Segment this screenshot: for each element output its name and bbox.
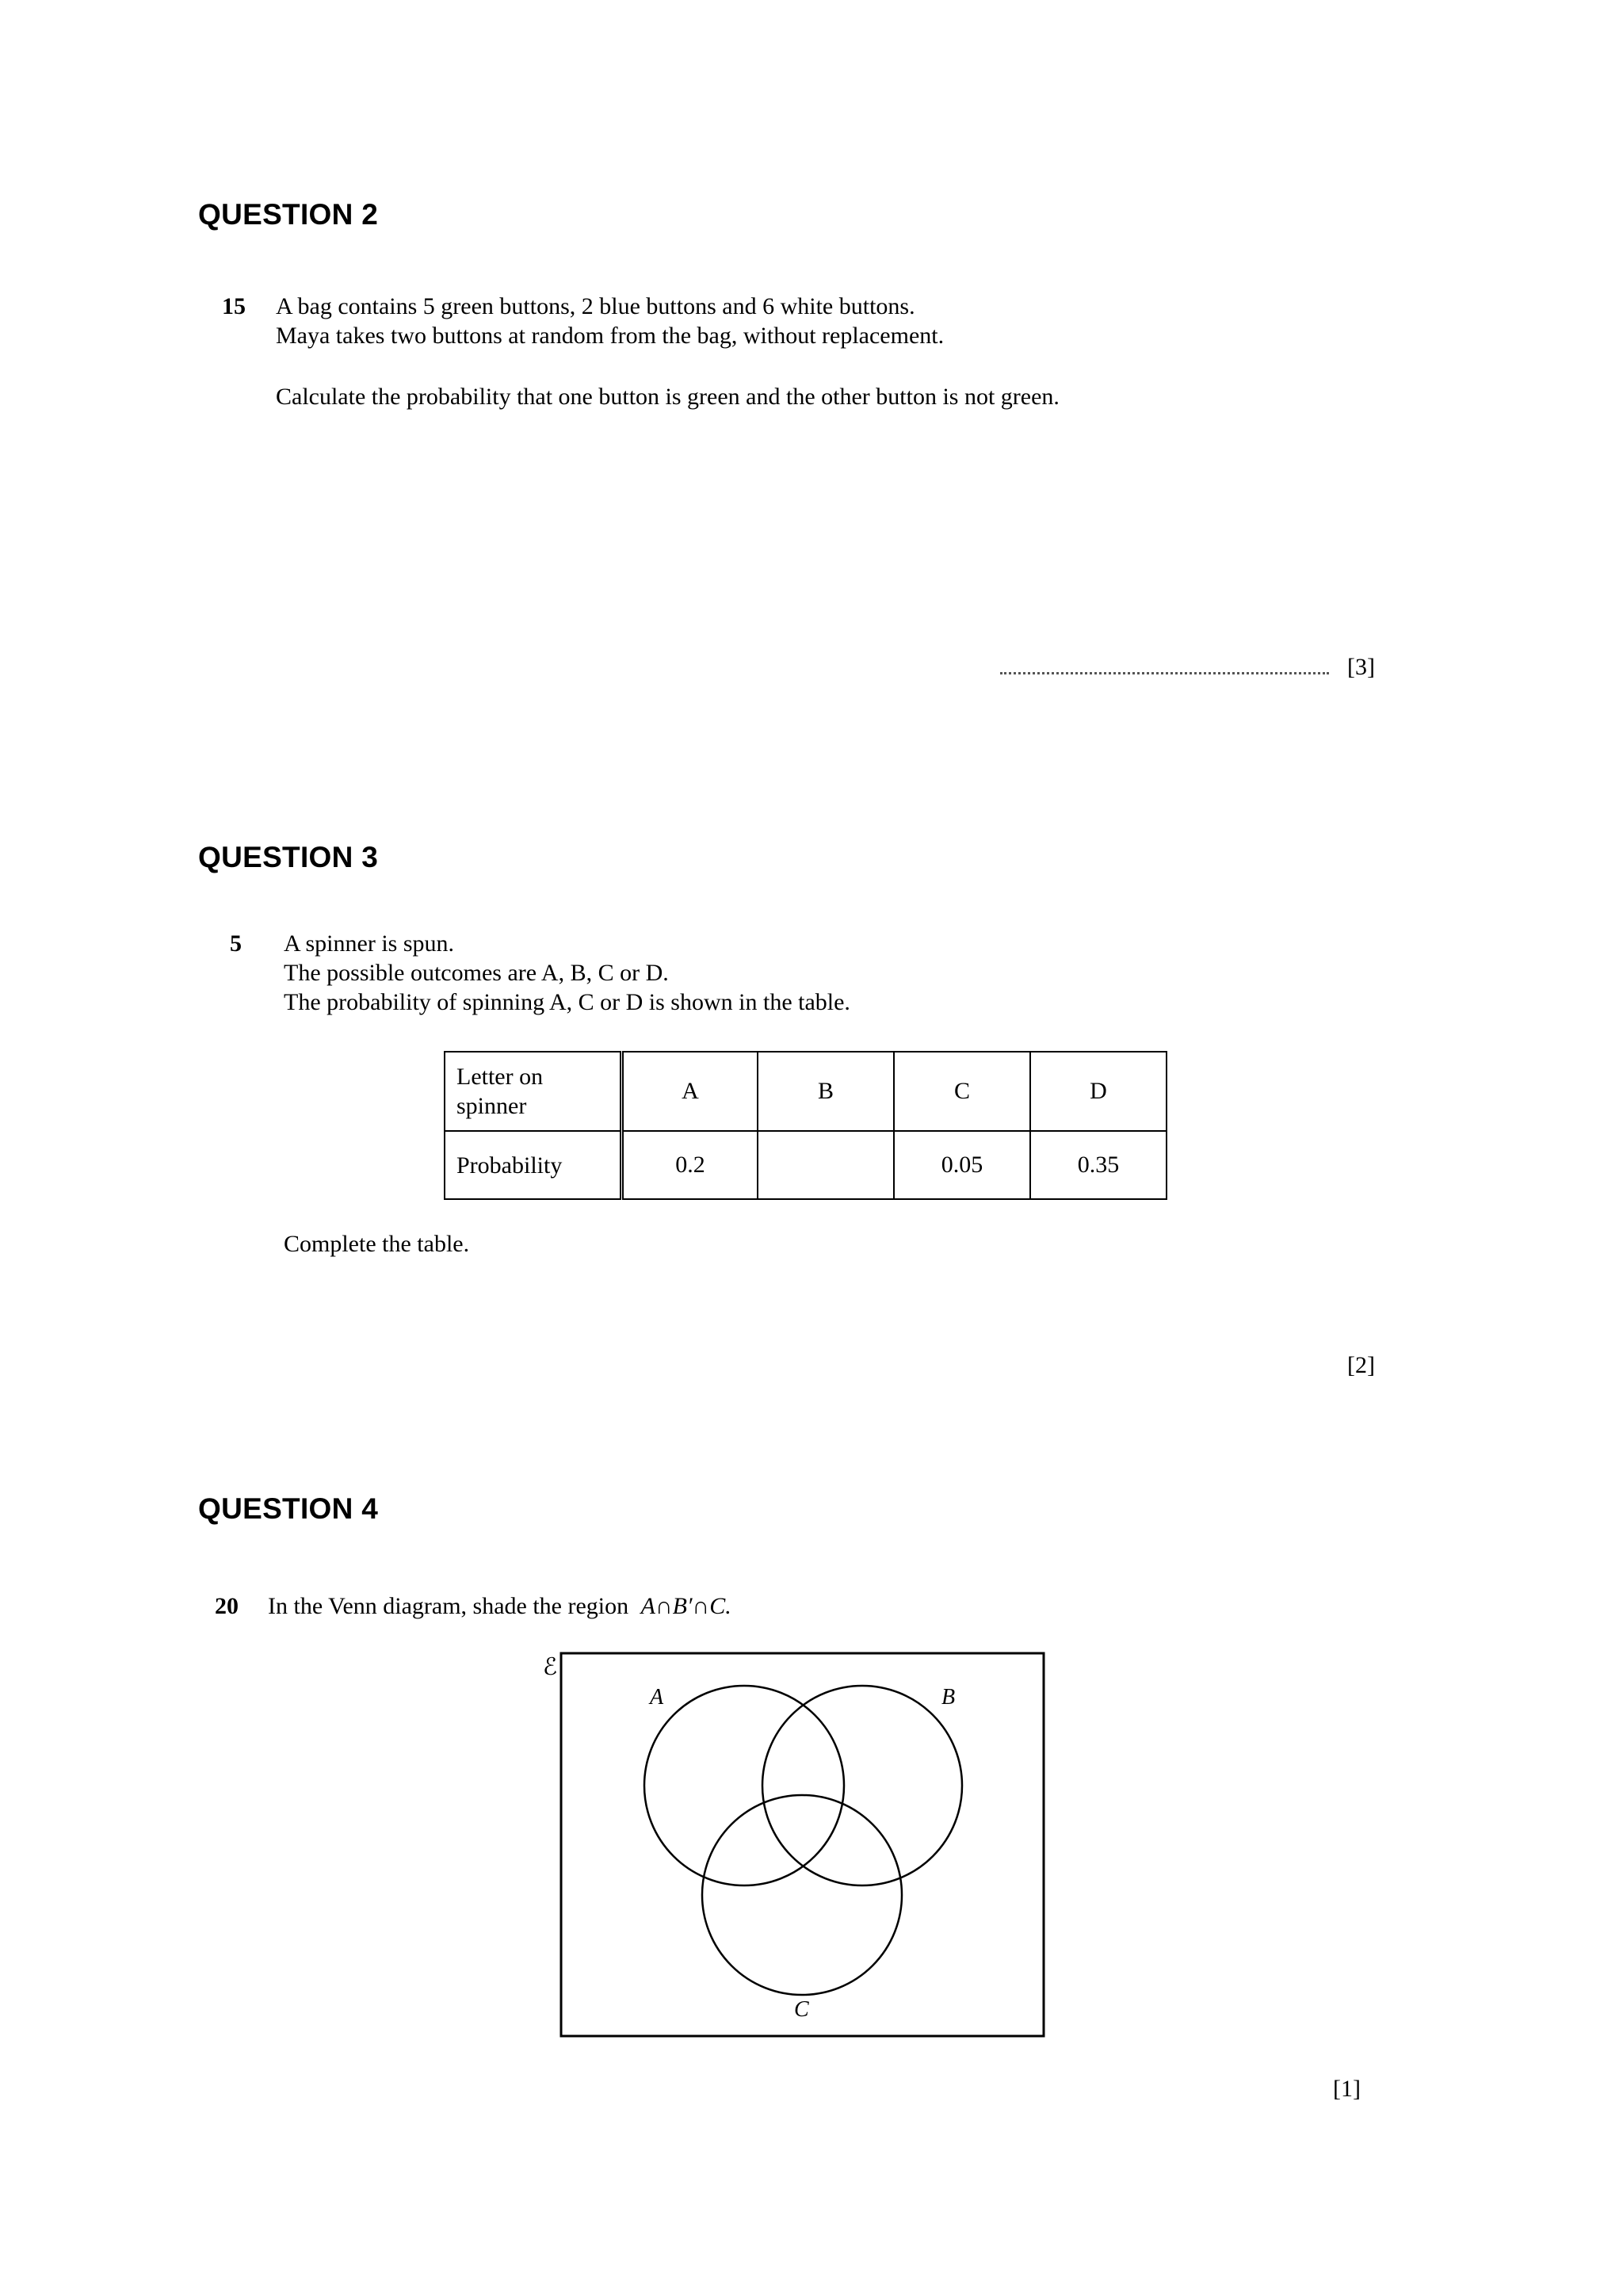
marks-label: [2]: [1347, 1352, 1375, 1378]
marks-label: [3]: [1347, 654, 1375, 680]
question-prompt: In the Venn diagram, shade the region A∩B′∩C.: [268, 1593, 731, 1619]
universal-set-symbol: ℰ: [543, 1653, 558, 1681]
universal-set-rectangle: [561, 1653, 1044, 2036]
circle-c: [702, 1795, 902, 1995]
question-text-line: A spinner is spun.: [284, 930, 455, 957]
venn-diagram[interactable]: [531, 1645, 1054, 2049]
probability-table: [444, 1051, 1167, 1200]
table-column-header: D: [1030, 1052, 1167, 1131]
question-2-heading: QUESTION 2: [198, 198, 379, 231]
label-a: A: [650, 1685, 664, 1710]
label-c: C: [794, 1997, 809, 2022]
set-expression: A∩B′∩C.: [640, 1593, 731, 1619]
table-column-header: B: [758, 1052, 894, 1131]
circle-a: [644, 1686, 844, 1885]
label-b: B: [941, 1685, 956, 1710]
question-text-line: The possible outcomes are A, B, C or D.: [284, 960, 669, 986]
circle-b: [762, 1686, 962, 1885]
question-text-line: Calculate the probability that one button is green and the other button is not green.: [276, 384, 1060, 410]
table-header-label: Letter on spinner: [445, 1052, 622, 1131]
question-text-line: The probability of spinning A, C or D is shown in the table.: [284, 989, 850, 1015]
table-column-header: A: [622, 1052, 758, 1131]
answer-line[interactable]: [1000, 672, 1329, 674]
question-number: 20: [215, 1593, 239, 1619]
question-text-line: A bag contains 5 green buttons, 2 blue buttons and 6 white buttons.: [276, 293, 915, 319]
question-number: 5: [230, 930, 242, 957]
question-text-line: Maya takes two buttons at random from the bag, without replacement.: [276, 323, 945, 349]
marks-label: [1]: [1333, 2076, 1361, 2102]
question-4-heading: QUESTION 4: [198, 1492, 379, 1525]
question-3-heading: QUESTION 3: [198, 841, 379, 873]
instruction-text: Complete the table.: [284, 1231, 470, 1257]
table-cell: 0.05: [894, 1131, 1030, 1199]
table-cell: 0.2: [622, 1131, 758, 1199]
table-column-header: C: [894, 1052, 1030, 1131]
table-cell: 0.35: [1030, 1131, 1167, 1199]
table-row-label: Probability: [445, 1131, 622, 1199]
table-cell-answer[interactable]: [758, 1131, 894, 1199]
question-number: 15: [222, 293, 246, 319]
